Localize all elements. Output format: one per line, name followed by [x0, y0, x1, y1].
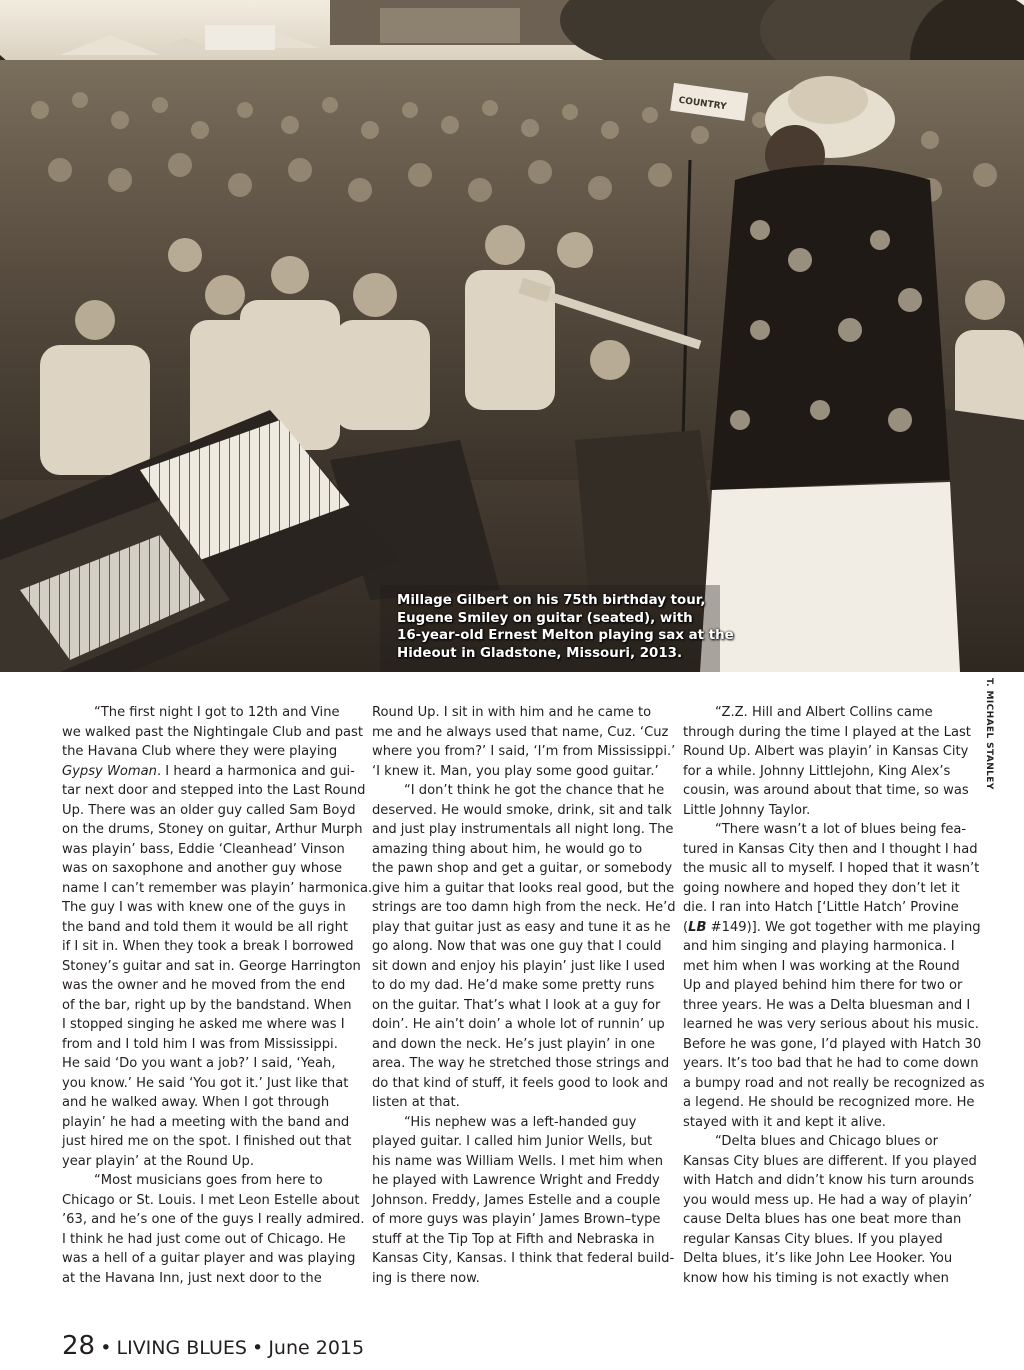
text-line: year playin’ at the Round Up. [62, 1153, 254, 1169]
text-line: was a hell of a guitar player and was playing [62, 1251, 356, 1266]
text-line: learned he was very serious about his music. [683, 1017, 979, 1032]
text-line: Round Up. I sit in with him and he came to [372, 705, 652, 720]
text-line: you would mess up. He had a way of playin’ [683, 1192, 973, 1208]
text-line: “Z.Z. Hill and Albert Collins came [715, 705, 933, 720]
magazine-abbrev: LB [688, 919, 707, 935]
text-line: just hired me on the spot. I finished out that [62, 1134, 352, 1149]
text-line: Before he was gone, I’d played with Hatch 30 [683, 1036, 982, 1052]
text-line: three years. He was a Delta bluesman and I [683, 997, 971, 1013]
text-line: with Hatch and didn’t know his turn arounds [683, 1173, 975, 1188]
text-line [683, 918, 981, 938]
text-line: Little Johnny Taylor. [683, 802, 811, 818]
text-line: me and he always used that name, Cuz. ‘Cuz [372, 724, 669, 740]
text-line: “The first night I got to 12th and Vine [94, 705, 340, 720]
text-line: tar next door and stepped into the Last Round [62, 783, 366, 798]
text-line: give him a guitar that looks real good, but the [372, 880, 675, 896]
text-line: doin’. He ain’t doin’ a whole lot of runnin’ up [372, 1017, 665, 1032]
text-line: a legend. He should be recognized more. He [683, 1095, 975, 1110]
text-line: for a while. Johnny Littlejohn, King Alex’s [683, 763, 951, 779]
text-line: do that kind of stuff, it feels good to look and [372, 1075, 669, 1091]
issue-date: June 2015 [268, 1337, 365, 1359]
text-line: he played with Lawrence Wright and Freddy [372, 1173, 660, 1188]
text-line: on the guitar. That’s what I look at a guy for [372, 997, 661, 1013]
text-line: cousin, was around about that time, so was [683, 783, 969, 798]
magazine-name: LIVING BLUES [116, 1337, 247, 1359]
photo-credit: T. MICHAEL STANLEY [984, 678, 994, 790]
text-line: deserved. He would smoke, drink, sit and talk [372, 802, 672, 818]
text-line: regular Kansas City blues. If you played [683, 1231, 943, 1247]
song-title: Gypsy Woman [62, 763, 157, 779]
page-folio [62, 1331, 364, 1365]
text-fragment: . I heard a harmonica and gui- [156, 763, 355, 779]
text-line: was on saxophone and another guy whose [62, 861, 343, 876]
text-line: “There wasn’t a lot of blues being fea- [715, 822, 967, 837]
text-line: tured in Kansas City then and I thought I had [683, 841, 978, 857]
text-line: ’63, and he’s one of the guys I really admired. [62, 1212, 365, 1227]
text-line: was playin’ bass, Eddie ‘Cleanhead’ Vinson [62, 841, 345, 857]
text-line: Up and played behind him there for two or [683, 978, 963, 993]
text-line: the pawn shop and get a guitar, or somebody [372, 861, 673, 876]
text-line: die. I ran into Hatch [‘Little Hatch’ Provine [683, 900, 959, 915]
text-line: Up. There was an older guy called Sam Boyd [62, 802, 356, 818]
folio-separator: • [252, 1337, 264, 1359]
text-line [62, 762, 355, 782]
text-line: played guitar. I called him Junior Wells, but [372, 1134, 653, 1149]
caption-line: Millage Gilbert on his 75th birthday tour, [397, 593, 706, 608]
text-line: the Havana Club where they were playing [62, 744, 338, 759]
text-line: listen at that. [372, 1095, 460, 1110]
caption-line: Hideout in Gladstone, Missouri, 2013. [397, 645, 683, 661]
text-line: Kansas City blues are different. If you played [683, 1153, 977, 1169]
text-line: at the Havana Inn, just next door to the [62, 1270, 322, 1286]
text-fragment: ( [683, 919, 689, 935]
text-line: Stoney’s guitar and sat in. George Harrington [62, 958, 361, 974]
text-line: his name was William Wells. I met him when [372, 1153, 664, 1169]
article-column-2 [372, 703, 676, 1288]
text-line: Chicago or St. Louis. I met Leon Estelle about [62, 1192, 360, 1208]
text-line: and down the neck. He’s just playin’ in one [372, 1036, 655, 1052]
text-line: “I don’t think he got the chance that he [404, 783, 665, 798]
photo-caption [397, 592, 734, 662]
caption-line: 16-year-old Ernest Melton playing sax at the [397, 628, 734, 643]
text-line: stuff at the Tip Top at Fifth and Nebraska in [372, 1231, 655, 1247]
text-line: go along. Now that was one guy that I could [372, 939, 662, 954]
text-line: you know.’ He said ‘You got it.’ Just like that [62, 1075, 349, 1091]
text-line: stayed with it and kept it alive. [683, 1114, 886, 1130]
article-column-1 [62, 703, 373, 1288]
text-line: a bumpy road and not really be recognized as [683, 1075, 985, 1091]
text-line: cause Delta blues has one beat more than [683, 1212, 962, 1227]
text-line: on the drums, Stoney on guitar, Arthur Murph [62, 822, 363, 837]
text-line: of the bar, right up by the bandstand. When [62, 997, 352, 1013]
text-line: strings are too damn high from the neck. He’d [372, 900, 676, 915]
text-line: going nowhere and hoped they don’t let it [683, 880, 960, 896]
text-line: the music all to myself. I hoped that it wasn’t [683, 861, 980, 876]
text-line: and him singing and playing harmonica. I [683, 939, 955, 954]
text-line: The guy I was with knew one of the guys in [62, 900, 346, 915]
text-line: through during the time I played at the Last [683, 724, 971, 740]
text-line: I think he had just come out of Chicago. He [62, 1231, 346, 1247]
text-line: we walked past the Nightingale Club and past [62, 724, 363, 740]
text-line: I stopped singing he asked me where was I [62, 1017, 345, 1032]
text-line: sit down and enjoy his playin’ just like I used [372, 958, 666, 974]
text-line: Round Up. Albert was playin’ in Kansas City [683, 744, 969, 759]
caption-line: Eugene Smiley on guitar (seated), with [397, 610, 693, 626]
text-line: ‘I knew it. Man, you play some good guitar.’ [372, 763, 659, 779]
text-line: Johnson. Freddy, James Estelle and a couple [372, 1192, 661, 1208]
text-line: if I sit in. When they took a break I borrowed [62, 939, 354, 954]
text-fragment: #149)]. We got together with me playing [706, 919, 981, 935]
text-line: He said ‘Do you want a job?’ I said, ‘Yeah, [62, 1056, 336, 1071]
text-line: play that guitar just as easy and tune it as he [372, 919, 671, 935]
text-line: met him when I was working at the Round [683, 958, 960, 974]
text-line: where you from?’ I said, ‘I’m from Mississippi.’ [372, 744, 676, 759]
text-line: Kansas City, Kansas. I think that federal build- [372, 1251, 675, 1266]
text-line: “His nephew was a left-handed guy [404, 1114, 637, 1130]
text-line: years. It’s too bad that he had to come down [683, 1056, 979, 1071]
text-line: area. The way he stretched those strings and [372, 1056, 670, 1071]
page-number: 28 [62, 1331, 96, 1361]
text-line: ing is there now. [372, 1270, 480, 1286]
concert-illustration [0, 0, 1024, 672]
text-line: “Delta blues and Chicago blues or [715, 1134, 939, 1149]
text-line: and just play instrumentals all night long. The [372, 822, 674, 837]
folio-separator: • [100, 1337, 112, 1359]
text-line: name I can’t remember was playin’ harmonica. [62, 880, 373, 896]
text-line: playin’ he had a meeting with the band and [62, 1114, 350, 1130]
text-line: the band and told them it would be all right [62, 919, 349, 935]
text-line: and he walked away. When I got through [62, 1095, 330, 1110]
text-line: know how his timing is not exactly when [683, 1270, 949, 1286]
banner-text: COUNTRY [677, 95, 728, 113]
text-line: was the owner and he moved from the end [62, 978, 346, 993]
text-line: to do my dad. He’d make some pretty runs [372, 978, 655, 993]
text-line: amazing thing about him, he would go to [372, 841, 643, 857]
text-line: of more guys was playin’ James Brown–type [372, 1212, 661, 1227]
text-line: Delta blues, it’s like John Lee Hooker. You [683, 1251, 953, 1266]
text-line: “Most musicians goes from here to [94, 1173, 323, 1188]
text-line: from and I told him I was from Mississippi. [62, 1036, 338, 1052]
concert-photo [0, 0, 1024, 672]
article-column-3 [683, 703, 985, 1288]
